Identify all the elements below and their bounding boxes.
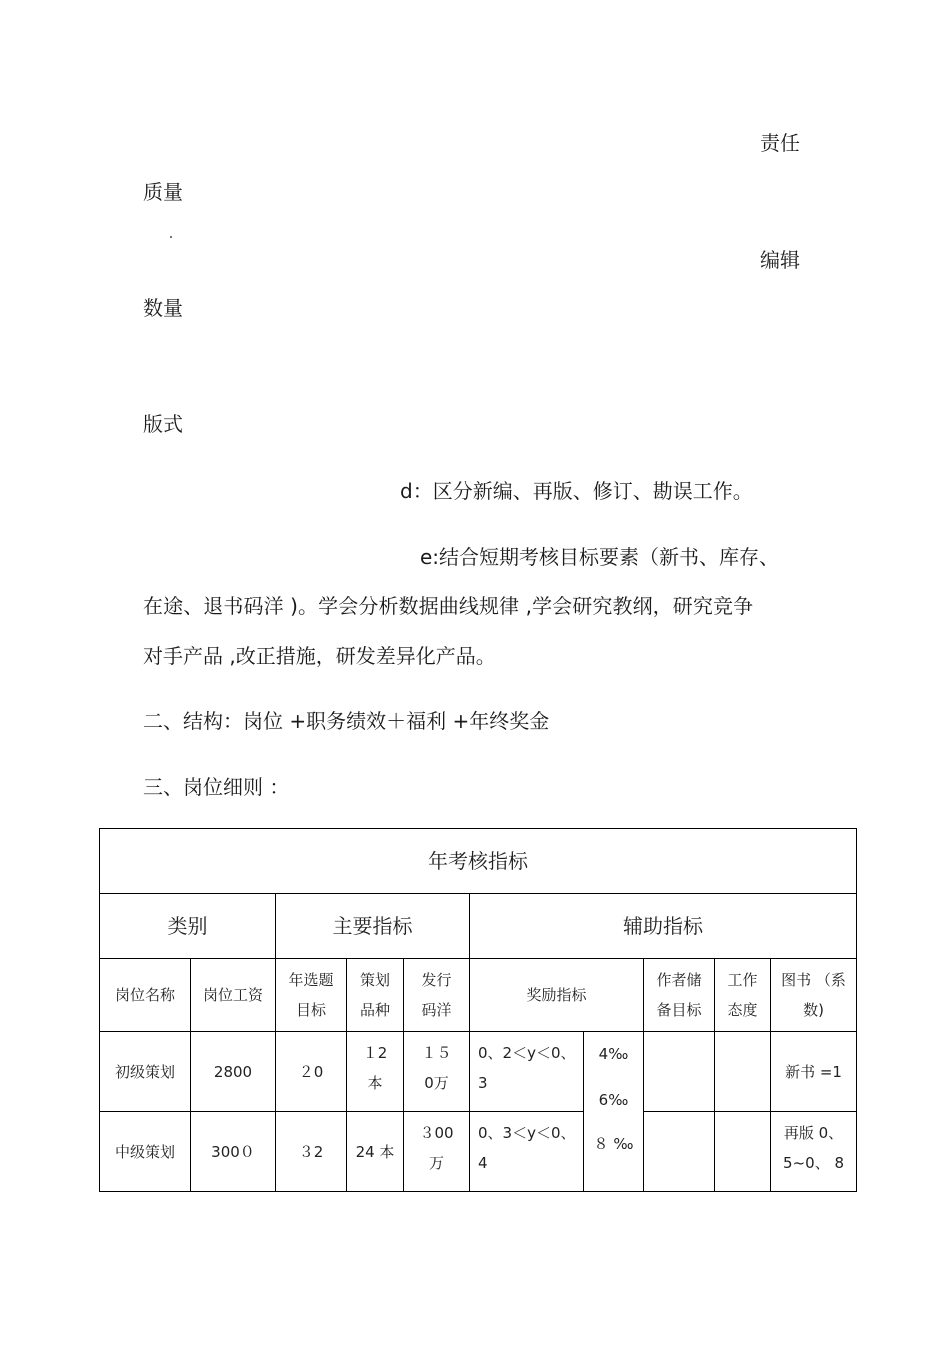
reward-percent-col [584, 1032, 644, 1192]
paragraph-d: d：区分新编、再版、修订、勘误工作。 [400, 479, 753, 503]
stray-dot [170, 236, 172, 238]
section-details: 三、岗位细则 ： [143, 775, 290, 799]
row1-plan: １2 本 [347, 1032, 404, 1112]
row2-name: 中级策划 [100, 1112, 191, 1192]
row2-topic: ３2 [276, 1112, 347, 1192]
head-topic: 年选题 目标 [276, 959, 347, 1032]
paragraph-e-line2: 在途、退书码洋 )。学会分析数据曲线规律 ,学会研究教纲，研究竞争 [143, 594, 754, 618]
section-structure: 二、结构：岗位 +职务绩效＋福利 +年终奖金 [143, 709, 550, 733]
row1-issue: １５ 0万 [404, 1032, 470, 1112]
row2-salary: 300０ [191, 1112, 276, 1192]
head-attitude: 工作 态度 [715, 959, 771, 1032]
row2-attitude [715, 1112, 771, 1192]
row1-author [644, 1032, 715, 1112]
head-salary: 岗位工资 [191, 959, 276, 1032]
text-responsibility: 责任 [760, 131, 800, 155]
group-main: 主要指标 [276, 894, 470, 959]
paragraph-e-line1: e:结合短期考核目标要素（新书、库存、 [420, 545, 780, 569]
text-layout: 版式 [143, 412, 183, 436]
head-issue: 发行 码洋 [404, 959, 470, 1032]
row1-attitude [715, 1032, 771, 1112]
row1-coef: 新书 =1 [771, 1032, 857, 1112]
row1-name: 初级策划 [100, 1032, 191, 1112]
assessment-table [99, 828, 857, 1192]
group-aux: 辅助指标 [470, 894, 857, 959]
row2-coef: 再版 0、 5~0、 8 [771, 1112, 857, 1192]
pct-1: 4‰ [598, 1045, 629, 1063]
row1-range: 0、2＜y＜0、 3 [470, 1032, 584, 1112]
table-title: 年考核指标 [100, 829, 857, 894]
head-plan: 策划 品种 [347, 959, 404, 1032]
row1-topic: ２0 [276, 1032, 347, 1112]
head-book: 图书 （系 数) [771, 959, 857, 1032]
row2-plan: 24 本 [347, 1112, 404, 1192]
pct-2: 6‰ [598, 1091, 629, 1109]
paragraph-e-line3: 对手产品 ,改正措施，研发差异化产品。 [143, 644, 496, 668]
head-name: 岗位名称 [100, 959, 191, 1032]
group-category: 类别 [100, 894, 276, 959]
text-quality: 质量 [143, 180, 183, 204]
pct-3: ８ ‰ [593, 1135, 634, 1153]
row2-author [644, 1112, 715, 1192]
head-author: 作者储 备目标 [644, 959, 715, 1032]
table-row [100, 1112, 857, 1192]
row2-issue: ３00 万 [404, 1112, 470, 1192]
row2-range: 0、3＜y＜0、 4 [470, 1112, 584, 1192]
row1-salary: 2800 [191, 1032, 276, 1112]
table-row [100, 1032, 857, 1112]
text-quantity: 数量 [143, 296, 183, 320]
text-editor: 编辑 [760, 248, 800, 272]
head-reward: 奖励指标 [470, 959, 644, 1032]
